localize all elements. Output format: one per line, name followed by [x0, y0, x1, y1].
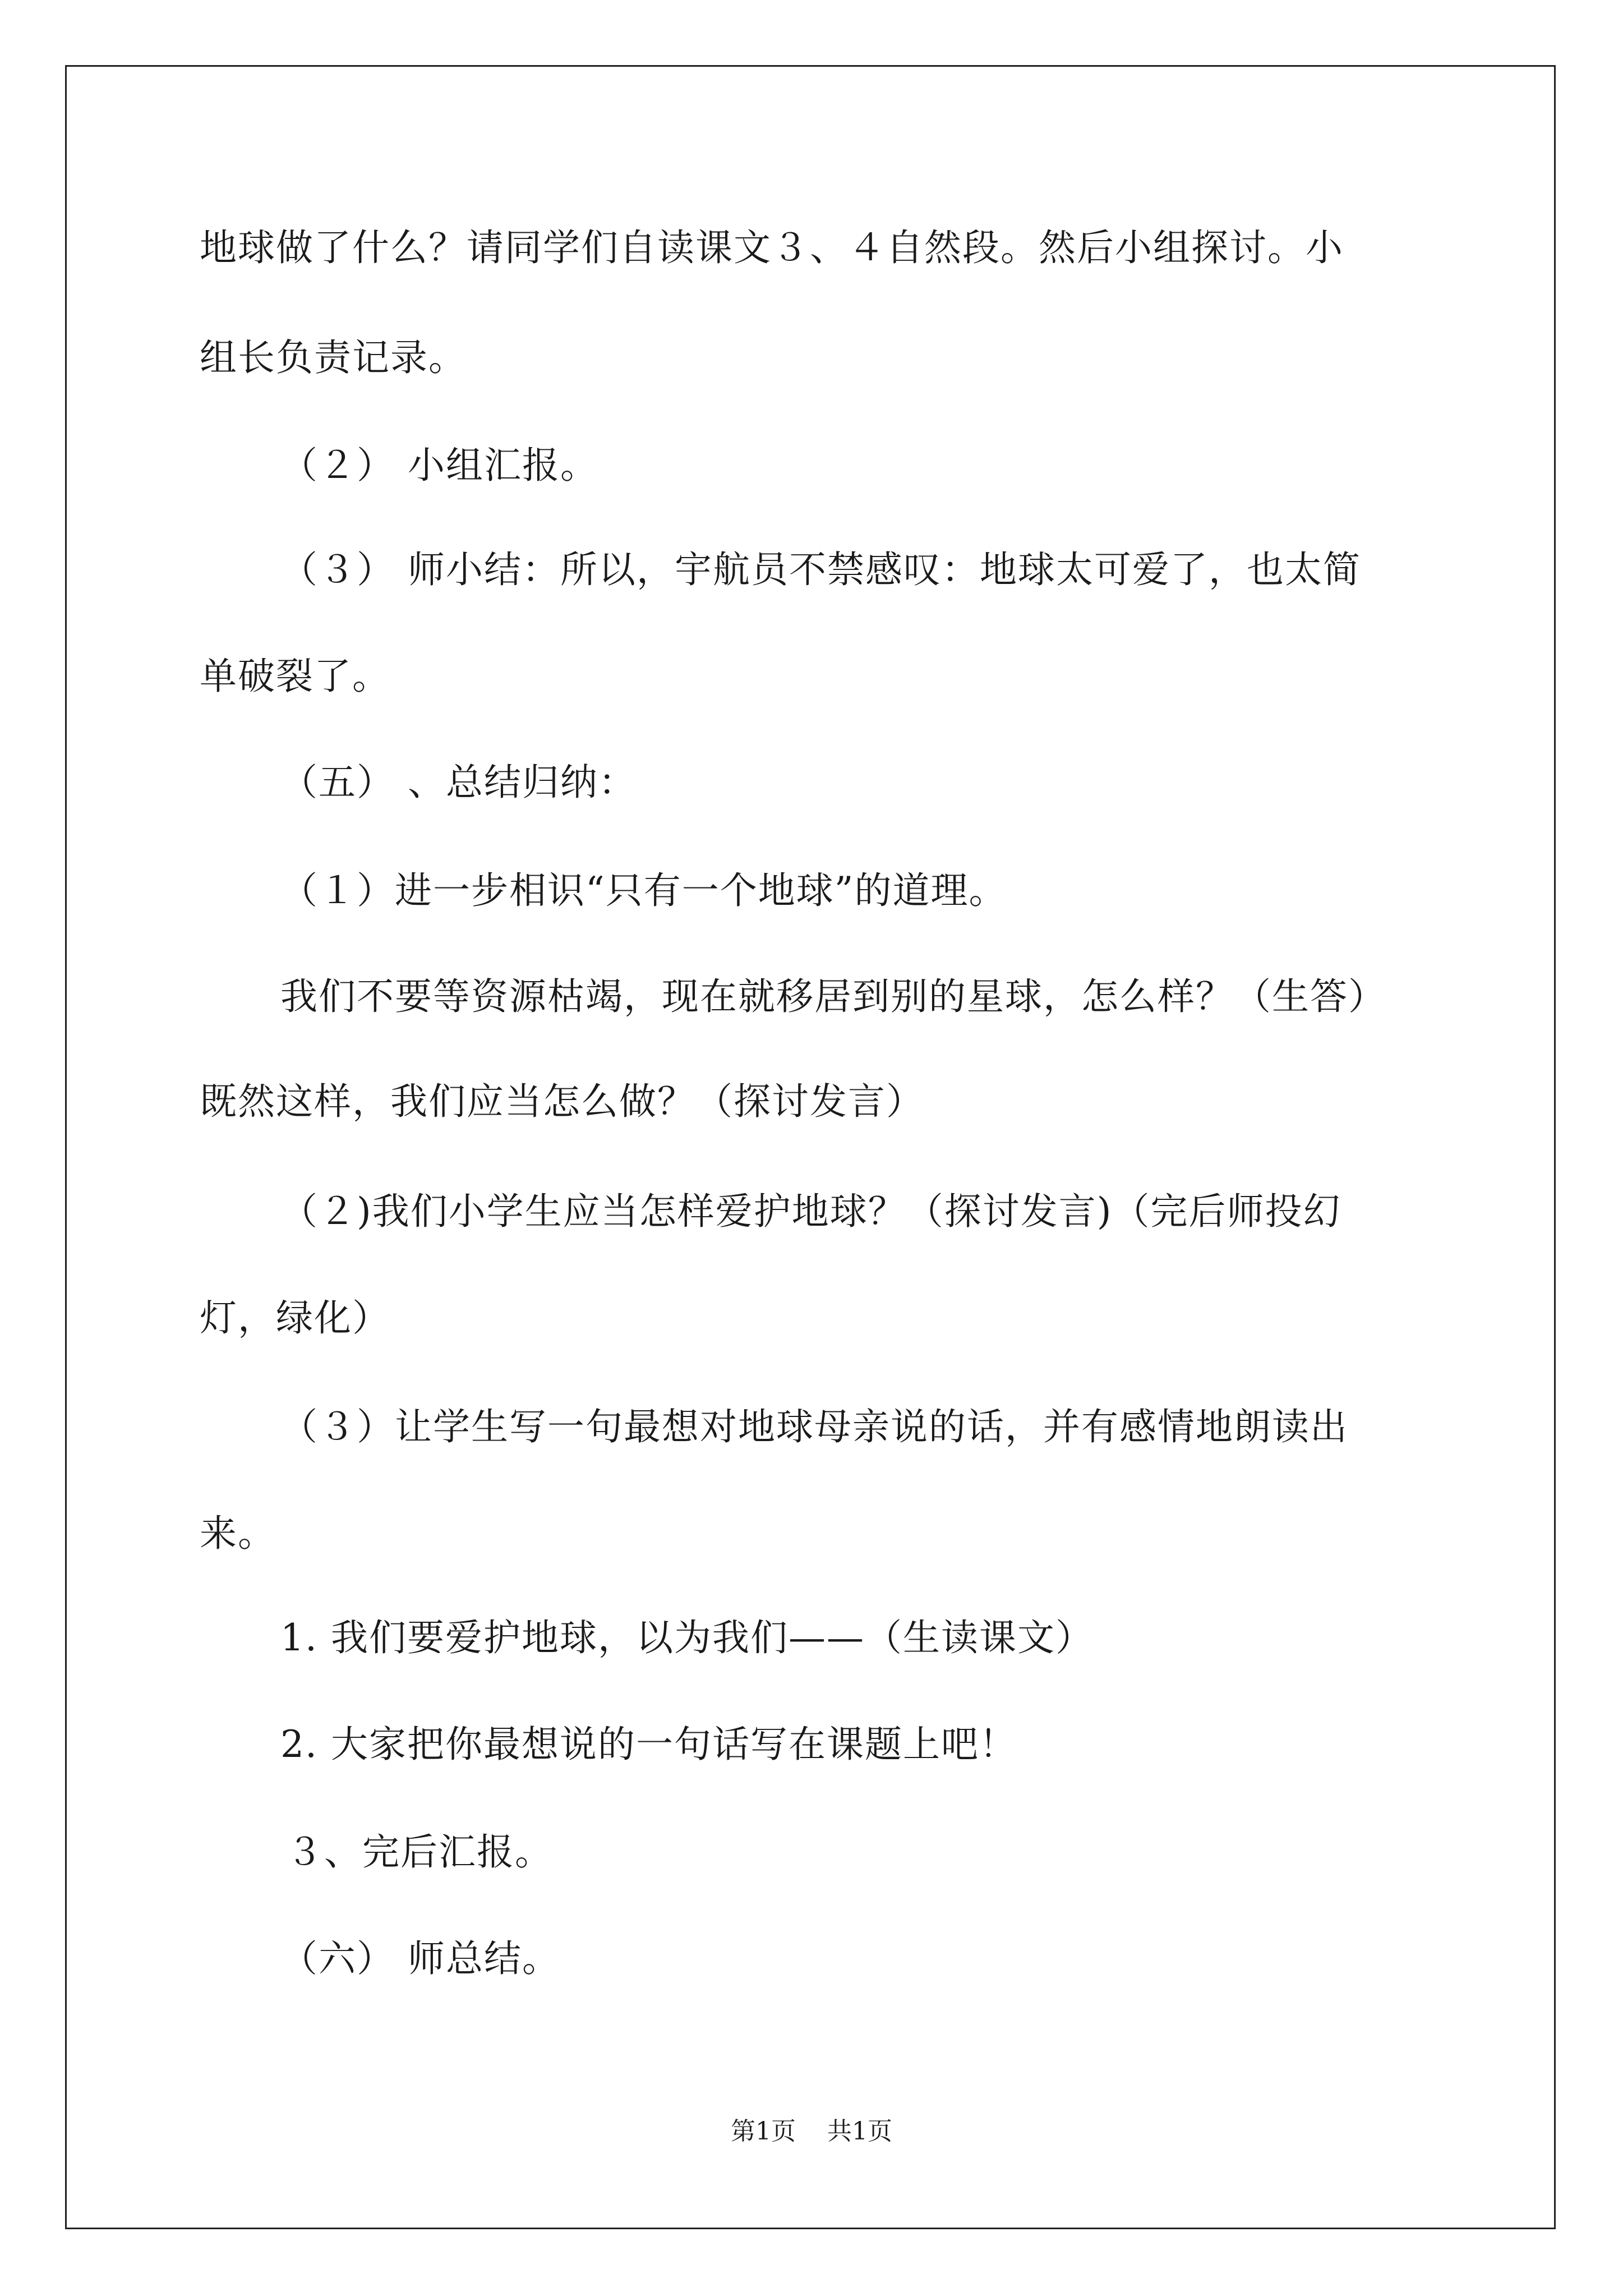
list-item: 1. 我们要爱护地球，以为我们——（生读课文）	[280, 1616, 1094, 1659]
text-line: 灯，绿化）	[200, 1296, 390, 1340]
text-line: （２） 小组汇报。	[280, 444, 598, 487]
page-footer	[0, 2116, 1623, 2147]
text-line: 组长负责记录。	[200, 336, 467, 379]
text-line: （３） 师小结：所以，宇航员不禁感叹：地球太可爱了，也太简	[280, 548, 1361, 591]
list-item: 2. 大家把你最想说的一句话写在课题上吧！	[280, 1723, 1017, 1766]
section-heading: （五） 、总结归纳：	[280, 761, 637, 804]
page-number: 第1页	[731, 2117, 796, 2146]
text-line: 来。	[200, 1512, 276, 1555]
text-line: 我们不要等资源枯竭，现在就移居到别的星球，怎么样？（生答）	[280, 975, 1386, 1018]
text-line: 单破裂了。	[200, 655, 390, 698]
text-line: （３）让学生写一句最想对地球母亲说的话，并有感情地朗读出	[280, 1405, 1348, 1448]
page-border	[65, 65, 1556, 2229]
text-line: （１）进一步相识“只有一个地球”的道理。	[280, 869, 1007, 912]
text-line: 地球做了什么？请同学们自读课文３、４自然段。然后小组探讨。小	[200, 226, 1344, 269]
page-total: 共1页	[827, 2117, 892, 2146]
text-line: 既然这样，我们应当怎么做？（探讨发言）	[200, 1080, 924, 1123]
list-item: ３、完后汇报。	[286, 1830, 553, 1874]
section-heading: （六） 师总结。	[280, 1937, 560, 1980]
text-line: （２)我们小学生应当怎样爱护地球？（探讨发言)（完后师投幻	[280, 1190, 1341, 1233]
